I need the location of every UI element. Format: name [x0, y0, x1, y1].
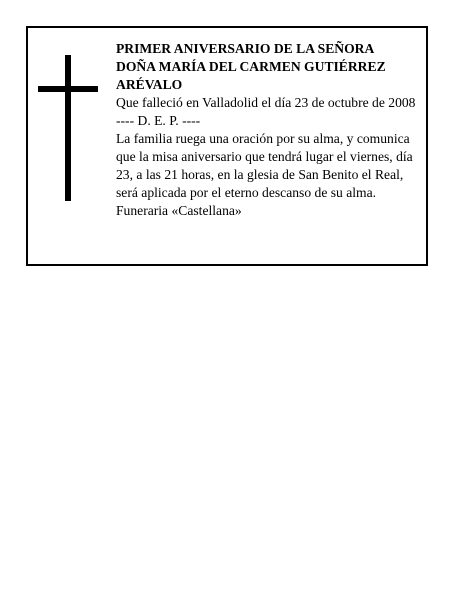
paragraph-line-1: La familia ruega una oración por su alma, y comunica — [116, 131, 410, 146]
paragraph-line-3: 23, a las 21 horas, en la glesia de San Benito el Real, — [116, 167, 404, 182]
cross-icon — [38, 55, 98, 201]
paragraph-line-4: será aplicada por el eterno descanso de su alma. — [116, 185, 377, 200]
notice-title-line-3: ARÉVALO — [116, 77, 183, 92]
funeral-home: Funeraria «Castellana» — [116, 203, 242, 218]
notice-content — [116, 40, 424, 220]
death-line: Que falleció en Valladolid el día 23 de octubre de 2008 — [116, 95, 416, 110]
cross-vertical-bar — [65, 55, 71, 201]
cross-horizontal-bar — [38, 86, 98, 92]
paragraph-line-2: que la misa aniversario que tendrá lugar el viernes, día — [116, 149, 413, 164]
obituary-notice — [26, 26, 428, 266]
notice-title-line-1: PRIMER ANIVERSARIO DE LA SEÑORA — [116, 41, 375, 56]
rip-line: ---- D. E. P. ---- — [116, 113, 201, 128]
notice-title-line-2: DOÑA MARÍA DEL CARMEN GUTIÉRREZ — [116, 59, 386, 74]
